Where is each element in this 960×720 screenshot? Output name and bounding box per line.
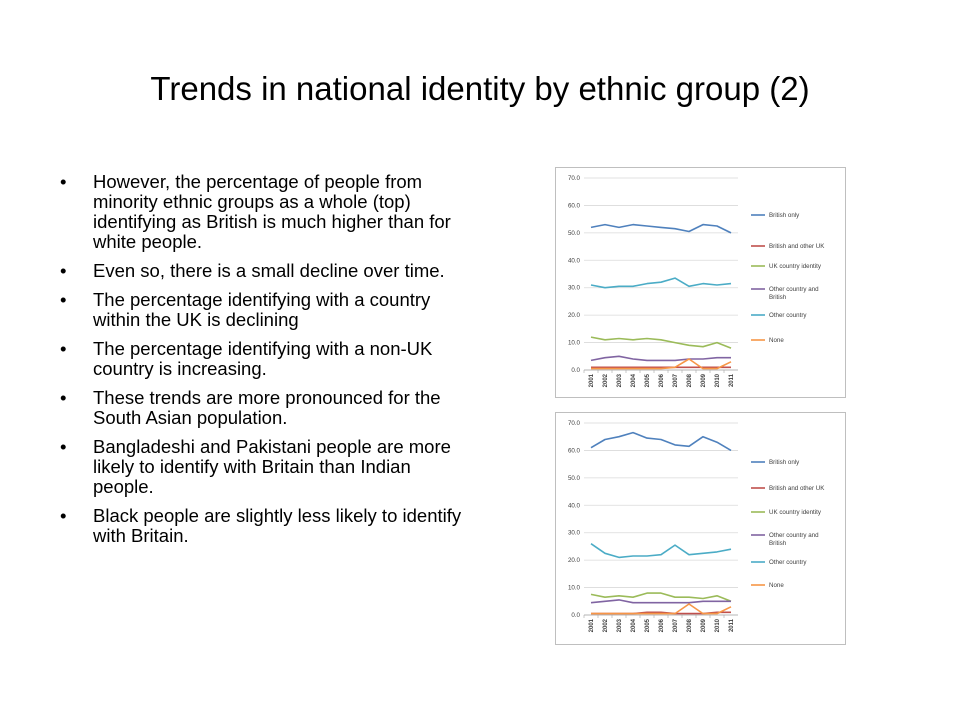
legend-label: British only — [769, 212, 800, 219]
bullet-marker: • — [60, 289, 67, 310]
y-tick-label: 70.0 — [567, 175, 580, 182]
legend-label: UK country identity — [769, 509, 821, 516]
legend-label: British — [769, 540, 787, 547]
bullet-item — [60, 172, 470, 252]
y-tick-label: 40.0 — [567, 257, 580, 265]
legend-label: British only — [769, 459, 800, 466]
x-tick-label: 2005 — [645, 374, 651, 388]
bullet-marker: • — [60, 171, 67, 192]
legend-label: Other country — [769, 312, 807, 319]
y-tick-label: 20.0 — [567, 557, 580, 565]
bullet-item — [60, 339, 470, 379]
bullet-text: Bangladeshi and Pakistani people are more likely to identify with Britain than Indian people. — [93, 436, 451, 497]
x-tick-label: 2010 — [715, 619, 721, 633]
series-line — [591, 278, 731, 288]
bullet-list — [60, 172, 470, 555]
chart-bottom — [555, 412, 846, 645]
y-tick-label: 10.0 — [567, 339, 580, 347]
chart-top — [555, 167, 846, 398]
x-tick-label: 2001 — [589, 619, 595, 633]
y-tick-label: 30.0 — [567, 284, 580, 292]
series-line — [591, 225, 731, 233]
x-tick-label: 2009 — [701, 374, 707, 388]
y-tick-label: 50.0 — [567, 474, 580, 482]
y-tick-label: 20.0 — [567, 312, 580, 320]
legend-label: None — [769, 582, 784, 589]
bullet-item — [60, 388, 470, 428]
bullet-item — [60, 506, 470, 546]
x-tick-label: 2009 — [701, 619, 707, 633]
bullet-text: The percentage identifying with a non-UK country is increasing. — [93, 338, 433, 379]
series-line — [591, 544, 731, 558]
series-line — [591, 600, 731, 603]
x-tick-label: 2011 — [729, 619, 735, 633]
legend-label: UK country identity — [769, 263, 821, 270]
x-tick-label: 2004 — [631, 619, 637, 633]
y-tick-label: 30.0 — [567, 529, 580, 537]
y-tick-label: 10.0 — [567, 584, 580, 592]
bullet-marker: • — [60, 505, 67, 526]
x-tick-label: 2003 — [617, 374, 623, 388]
y-tick-label: 0.0 — [571, 367, 580, 374]
bullet-item — [60, 437, 470, 497]
chart-bottom-svg — [556, 413, 845, 644]
legend-label: British — [769, 294, 787, 301]
y-tick-label: 60.0 — [567, 202, 580, 210]
y-tick-label: 70.0 — [567, 420, 580, 427]
bullet-marker: • — [60, 436, 67, 457]
chart-top-svg — [556, 168, 845, 397]
x-tick-label: 2007 — [673, 374, 679, 388]
x-tick-label: 2006 — [659, 374, 665, 388]
bullet-text: However, the percentage of people from minority ethnic groups as a whole (top) identifying as British is much higher than for white people. — [93, 171, 451, 252]
y-tick-label: 50.0 — [567, 229, 580, 237]
y-tick-label: 40.0 — [567, 502, 580, 510]
slide-title: Trends in national identity by ethnic group (2) — [150, 70, 810, 107]
legend-label: Other country and — [769, 286, 819, 293]
legend-label: Other country and — [769, 532, 819, 539]
bullet-marker: • — [60, 338, 67, 359]
bullet-item — [60, 261, 470, 281]
x-tick-label: 2006 — [659, 619, 665, 633]
x-tick-label: 2010 — [715, 374, 721, 388]
x-tick-label: 2008 — [687, 374, 693, 388]
legend-label: None — [769, 337, 784, 344]
legend-label: British and other UK — [769, 243, 825, 250]
x-tick-label: 2005 — [645, 619, 651, 633]
bullet-item — [60, 290, 470, 330]
x-tick-label: 2002 — [603, 374, 609, 388]
series-line — [591, 356, 731, 360]
bullet-text: The percentage identifying with a country within the UK is declining — [93, 289, 431, 330]
series-line — [591, 433, 731, 451]
bullet-text: These trends are more pronounced for the South Asian population. — [93, 387, 441, 428]
x-tick-label: 2007 — [673, 619, 679, 633]
x-tick-label: 2008 — [687, 619, 693, 633]
x-tick-label: 2011 — [729, 374, 735, 388]
bullet-text: Even so, there is a small decline over time. — [93, 260, 445, 281]
x-tick-label: 2004 — [631, 374, 637, 388]
x-tick-label: 2002 — [603, 619, 609, 633]
y-tick-label: 60.0 — [567, 447, 580, 455]
x-tick-label: 2001 — [589, 374, 595, 388]
legend-label: Other country — [769, 559, 807, 566]
legend-label: British and other UK — [769, 485, 825, 492]
y-tick-label: 0.0 — [571, 612, 580, 619]
x-tick-label: 2003 — [617, 619, 623, 633]
bullet-marker: • — [60, 387, 67, 408]
bullet-text: Black people are slightly less likely to identify with Britain. — [93, 505, 462, 546]
bullet-marker: • — [60, 260, 67, 281]
